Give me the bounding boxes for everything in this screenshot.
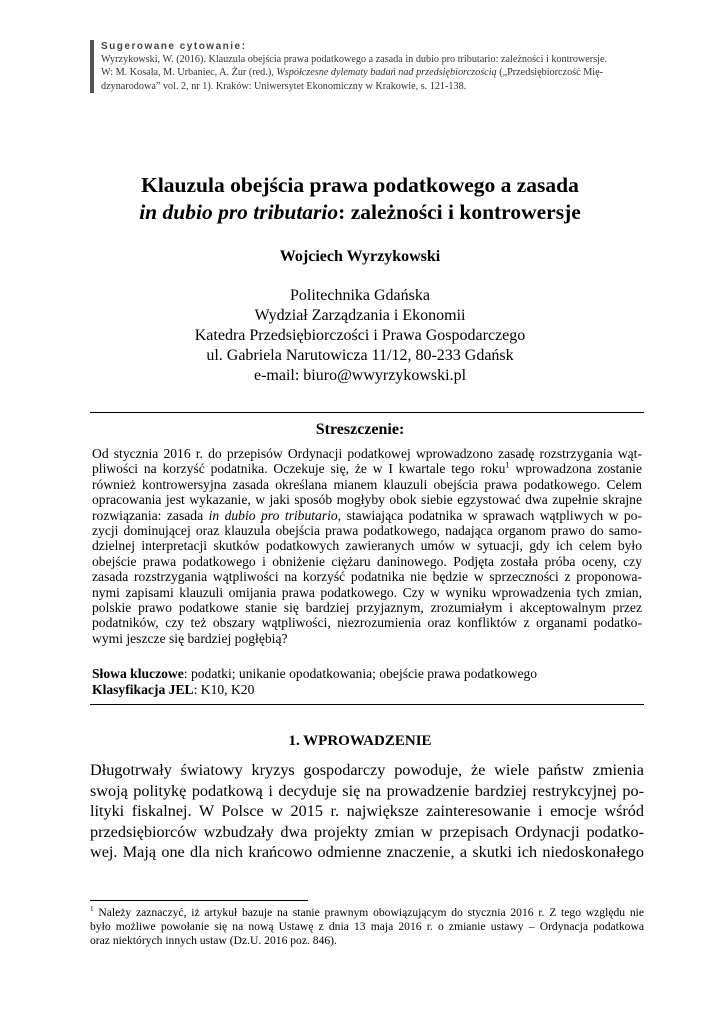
suggested-citation (90, 40, 661, 93)
author-name: Wojciech Wyrzykowski (279, 248, 441, 265)
affiliation-address: ul. Gabriela Narutowicza 11/12, 80-233 Gdańsk (206, 347, 514, 364)
keywords-line: Słowa kluczowe: podatki; unikanie opodatkowania; obejście prawa podatkowego (92, 666, 538, 681)
abstract-top-rule (90, 412, 644, 413)
abstract-line: dzielnej interpretacji skutków podatkowych zawieranych umów w sytuacji, gdy ich celem było (92, 538, 642, 554)
abstract-heading: Streszczenie: (315, 421, 405, 438)
body-line: lityki fiskalnej. W Polsce w 2015 r. największe zainteresowanie i emocje wśród (90, 802, 644, 821)
citation-heading: Sugerowane cytowanie: (101, 41, 247, 52)
abstract-line: wymi jeszcze się bardziej pogłębią? (92, 630, 288, 646)
footnote-line: $^1$ Należy zaznaczyć, iż artykuł bazuje na stanie prawnym obowiązującym do stycznia 2016 r. Z tego względu nie (90, 905, 644, 919)
affiliation-block (0, 286, 720, 386)
citation-line: W: M. Kosała, M. Urbaniec, A. Żur (red.), Współczesne dylematy badań nad przedsiębiorczością („Przedsiębiorczość Mię- (101, 67, 603, 79)
jel-line: Klasyfikacja JEL: K10, K20 (92, 682, 255, 697)
footnote-line: było możliwe powołanie się na nową Ustawę z dnia 13 maja 2016 r. o zmianie ustawy – Ordynacja podatkowa (90, 920, 644, 934)
abstract-line: opracowania jest wykazanie, w jaki sposób mogłyby obok siebie egzystować dwa zupełnie skrajne (92, 492, 642, 508)
body-line: przedsiębiorców wzbudzały dwa projekty zmian w przepisach Ordynacji podatko- (90, 822, 644, 841)
abstract-line: pliwości na korzyść podatnika. Oczekuje się, że w I kwartale tego roku$^1$ wprowadzona zostanie (92, 459, 642, 477)
keywords-block (92, 666, 642, 698)
footnote-line: oraz niektórych innych ustaw (Dz.U. 2016 poz. 846). (90, 934, 337, 948)
abstract-line: Od stycznia 2016 r. do przepisów Ordynacji podatkowej wprowadzono zasadę rozstrzygania wąt- (92, 446, 642, 461)
citation-line: Wyrzykowski, W. (2016). Klauzula obejścia prawa podatkowego a zasada in dubio pro tributario: zależności i kontrowersje. (101, 54, 608, 66)
footnote-rule (90, 900, 308, 901)
affiliation-faculty: Wydział Zarządzania i Ekonomii (254, 307, 466, 324)
section-body (90, 760, 644, 863)
footnote (90, 906, 644, 949)
abstract-line: rozwiązania: zasada in dubio pro tributario, stawiająca podatnika w sprawach wątpliwych w po- (92, 507, 642, 523)
section-heading: 1. WPROWADZENIE (288, 733, 432, 749)
citation-line: dzynarodowa” vol. 2, nr 1). Kraków: Uniwersytet Ekonomiczny w Krakowie, s. 121-138. (101, 80, 467, 92)
paper-title (0, 172, 720, 226)
affiliation-department: Katedra Przedsiębiorczości i Prawa Gospodarczego (194, 327, 526, 344)
abstract-line: polskie prawo podatkowe stanie się bardziej przyjaznym, zrozumiałym i akceptowalnym przez (92, 600, 642, 616)
title-line-2: in dubio pro tributario: zależności i kontrowersje (139, 200, 581, 224)
abstract-bottom-rule (90, 704, 644, 705)
abstract-line: również kontrowersyjna zasada określana mianem klauzuli obejścia prawa podatkowego. Celem (92, 476, 642, 492)
footnote-ref: 1 (505, 459, 510, 470)
abstract-line: obejście prawa podatkowego i obniżenie ciężaru daninowego. Podjęta została próba oceny, czy (92, 553, 642, 569)
abstract-line: nymi zapisami klauzuli omijania prawa podatkowego. Czy w wyniku wprowadzenia tych zmian, (92, 584, 642, 600)
affiliation-email: e-mail: biuro@wwyrzykowski.pl (253, 367, 467, 384)
footnote-mark: 1 (90, 905, 94, 914)
title-line-1: Klauzula obejścia prawa podatkowego a zasada (141, 173, 579, 197)
abstract-line: podatników, czy też obszary wątpliwości, niezrozumienia oraz konfliktów z organami podatko- (92, 615, 642, 631)
abstract-line: zycji dominującej oraz klauzula obejścia prawa podatkowego, nadająca organom prawo do samo- (92, 523, 642, 539)
abstract-text (92, 446, 642, 646)
abstract-line: zasada rozstrzygania wątpliwości na korzyść podatnika nie będzie w sprzeczności z proponowa- (92, 569, 642, 585)
body-line: wej. Mają one dla nich krańcowo odmienne znaczenie, a skutki ich niedoskonałego (90, 843, 644, 862)
body-line: swoją politykę podatkową i decyduje się na prowadzenie bardziej restrykcyjnej po- (90, 781, 644, 800)
affiliation-university: Politechnika Gdańska (290, 287, 430, 304)
body-line: Długotrwały światowy kryzys gospodarczy powoduje, że wiele państw zmienia (90, 761, 644, 779)
